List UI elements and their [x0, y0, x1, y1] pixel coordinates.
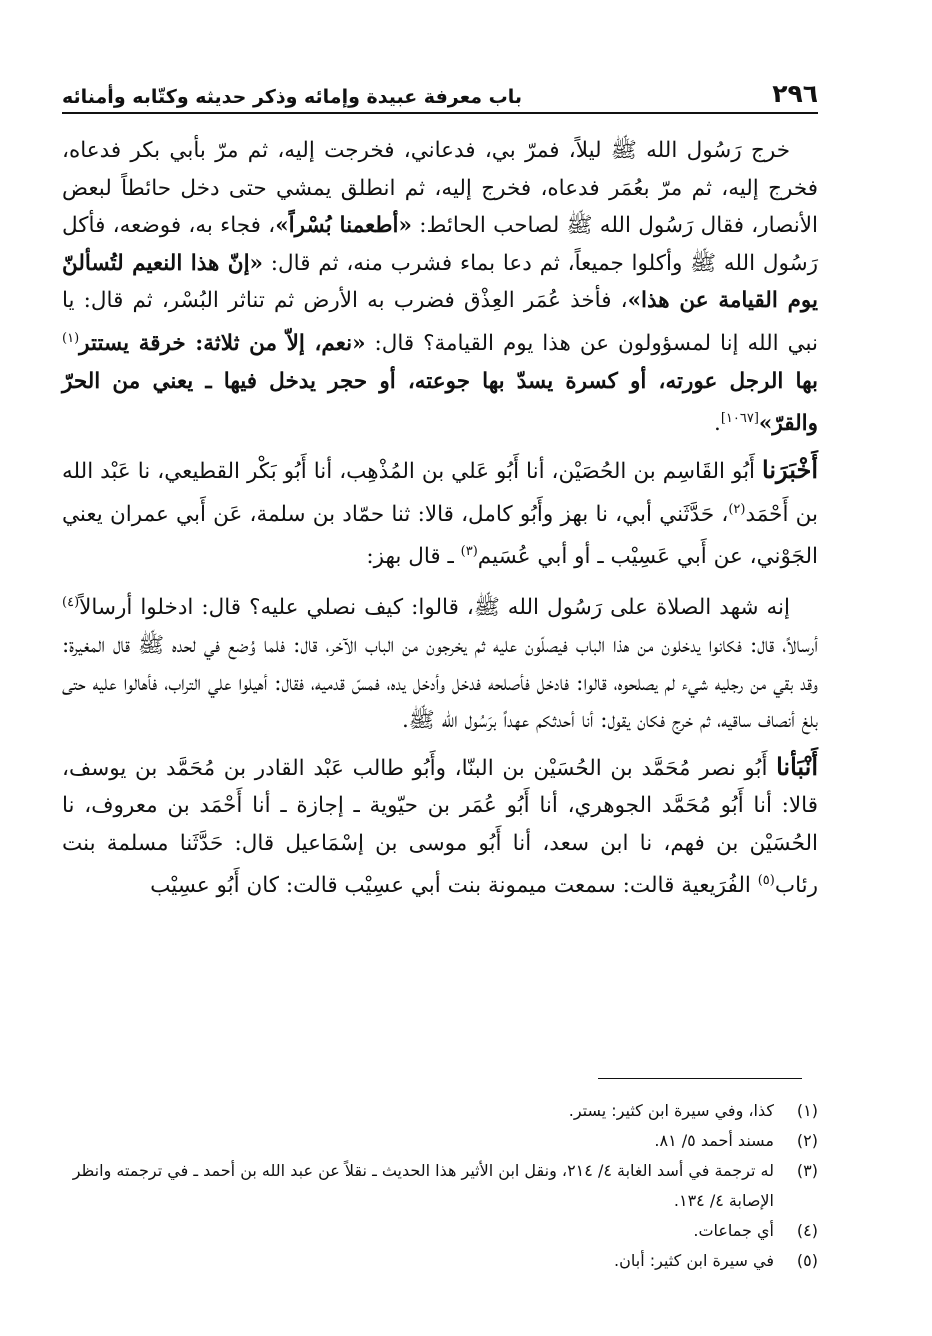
paragraph-4	[62, 748, 818, 906]
footnote-4	[62, 1216, 818, 1246]
text-segment: .	[713, 411, 721, 437]
footnote-2	[62, 1126, 818, 1156]
text-segment: ، حَدَّثَني أبي، نا بهز وأَبُو كامل، قالا: ثنا حمّاد بن سلمة، عَن أَبي عمران يعني الجَوْني، عن أَبي عَسِيْب ـ أو أبي عُسَيم	[62, 501, 818, 570]
hadith-quote: بها الرجل عورته، أو كسرة يسدّ بها جوعته، أو حجر يدخل فيها ـ يعني من الحرّ والقرّ»	[62, 368, 818, 437]
text-segment: إنه شهد الصلاة على رَسُول الله ﷺ، قالوا: كيف نصلي عليه؟ قال: ادخلوا أرسالاً	[79, 595, 790, 621]
page-number: ٢٩٦	[772, 79, 818, 108]
footnote-number: (٤)	[796, 1221, 818, 1240]
text-segment: ، فأخذ عُمَر العِذْق فضرب به الأرض ثم تناثر البُسْر، ثم قال: يا نبي الله إنا لمسؤولون عن هذا يوم القيامة؟ قال:	[62, 288, 818, 357]
body-text	[62, 132, 818, 913]
isnad-lead-word: أَخْبَرَنا	[762, 455, 818, 485]
text-segment: أرسالاً، قال: فكانوا يدخلون من هذا الباب فيصلّون عليه ثم يخرجون من الباب الآخر، قال: فلما وُضع في لحده ﷺ قال المغيرة: وقد بقي من رجليه شيء لم يصلحوه، قالوا: فادخل فأصلحه فدخل وأدخل يده، فمسّ قدميه، فقال: أهيلوا علي التراب، فأهالوا عليه حتى بلغ أنصاف ساقيه، ثم خرج فكان يقول: أنا أحدثكم عهداً برَسُول الله ﷺ.	[62, 632, 818, 734]
footnote-number: (٣)	[796, 1161, 818, 1180]
text-segment: أَبُو القَاسِم بن الحُصَيْن، أنا أَبُو عَلي بن المُذْهِب، أنا أَبُو بَكْر القطيعي، نا عَبْد الله بن أَحْمَد	[62, 459, 818, 527]
text-segment: أَبُو نصر مُحَمَّد بن الحُسَيْن بن البنّا، وأَبُو طالب عَبْد القادر بن مُحَمَّد بن يوسف، قالا: أنا أَبُو مُحَمَّد الجوهري، أنا أَبُو عُمَر بن حيّوية ـ إجازة ـ أنا أَحْمَد بن معروف، نا الحُسَيْن بن فهم، نا ابن سعد، أنا أَبُو موسى بن إسْمَاعيل قال: حَدَّثَنا مسلمة بنت رئاب	[62, 755, 818, 899]
footnote-text: له ترجمة في أسد الغابة ٤/ ٢١٤، ونقل ابن الأثير هذا الحديث ـ نقلاً عن عبد الله بن أحمد ـ في ترجمته وانظر الإصابة ٤/ ١٣٤.	[72, 1161, 774, 1210]
text-segment: خرج رَسُول الله ﷺ ليلاً، فمرّ بي، فدعاني، فخرجت إليه، ثم مرّ بأبي بكر فدعاه، فخرج إليه، ثم مرّ بعُمَر فدعاه، فخرج إليه، ثم انطلق يمشي حتى دخل حائطاً لبعض الأنصار، فقال رَسُول الله ﷺ لصاحب الحائط:	[62, 138, 819, 239]
text-segment: ـ قال بهز:	[366, 544, 461, 570]
footnote-ref: (٣)	[460, 544, 478, 560]
footnote-ref: (٤)	[62, 595, 80, 611]
footnote-1	[62, 1096, 818, 1126]
hadith-quote: «إنّ هذا النعيم لتُسألنّ يوم القيامة عن هذا»	[62, 250, 818, 314]
footnote-5	[62, 1246, 818, 1276]
footnote-ref: (٥)	[757, 873, 775, 889]
footnote-number: (١)	[796, 1101, 818, 1120]
footnote-number: (٢)	[796, 1131, 818, 1150]
footnote-text: مسند أحمد ٥/ ٨١.	[654, 1131, 774, 1150]
footnote-number: (٥)	[796, 1251, 818, 1270]
hadith-quote: «أطعمنا بُسْراً»	[275, 213, 412, 239]
footnote-text: أي جماعات.	[693, 1221, 774, 1240]
running-title: باب معرفة عبيدة وإمائه وذكر حديثه وكتّابه وأمنائه	[62, 86, 523, 108]
paragraph-2	[62, 451, 818, 576]
footnote-ref: (١)	[62, 330, 80, 346]
isnad-lead-word: أَنْبَأنا	[776, 751, 818, 781]
hadith-number: [١٠٦٧]	[720, 411, 759, 427]
text-segment: الفُرَيعية قالت: سمعت ميمونة بنت أبي عسِيْب قالت: كان أَبُو عسِيْب	[150, 873, 758, 899]
footnote-divider	[598, 1078, 802, 1079]
hadith-quote: «نعم، إلاّ من ثلاثة: خرقة يستتر	[79, 331, 366, 357]
page-header	[62, 70, 818, 114]
footnote-text: في سيرة ابن كثير: أبان.	[614, 1251, 774, 1270]
text-segment: ، فجاء به، فوضعه، فأكل رَسُول الله ﷺ وأكلوا جميعاً، ثم دعا بماء فشرب منه، ثم قال:	[62, 213, 818, 276]
footnote-text: كذا، وفي سيرة ابن كثير: يستر.	[568, 1101, 774, 1120]
footnote-ref: (٢)	[728, 501, 746, 517]
paragraph-3	[62, 584, 818, 740]
footnotes	[62, 1096, 818, 1276]
footnote-3	[62, 1156, 818, 1216]
paragraph-1	[62, 132, 818, 443]
